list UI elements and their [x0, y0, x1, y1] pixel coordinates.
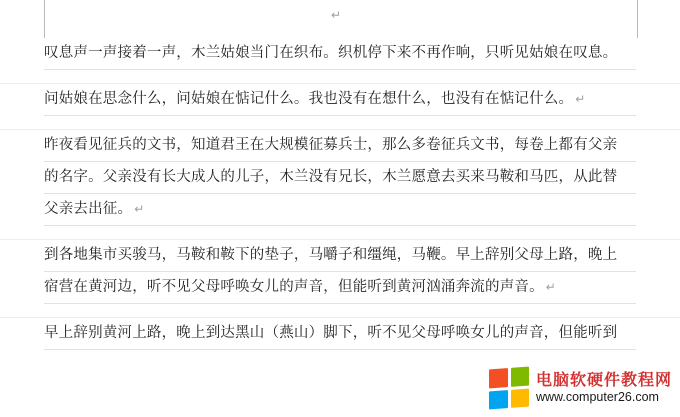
- page-top-margin: [0, 0, 680, 38]
- paragraph-mark: ↵: [331, 8, 342, 22]
- paragraph-mark: ↵: [575, 92, 586, 106]
- left-margin-marker: [44, 0, 45, 38]
- line-text: 的名字。父亲没有长大成人的儿子，木兰没有兄长，木兰愿意去买来马鞍和马匹，从此替: [44, 169, 618, 185]
- paragraph-1[interactable]: [0, 38, 680, 70]
- paragraph-2[interactable]: [0, 84, 680, 116]
- paragraph-gap: [0, 226, 680, 240]
- paragraph-mark: ↵: [545, 280, 557, 294]
- line-text: 早上辞别黄河上路，晚上到达黑山（燕山）脚下，听不见父母呼唤女儿的声音，但能听到: [44, 325, 618, 341]
- line-text: 到各地集市买骏马，马鞍和鞍下的垫子，马嚼子和缰绳，马鞭。早上辞别父母上路，晚上: [44, 247, 618, 263]
- site-watermark: [476, 365, 672, 411]
- text-line: [44, 240, 636, 272]
- paragraph-4[interactable]: [0, 240, 680, 304]
- line-text: 问姑娘在思念什么，问姑娘在惦记什么。我也没有在想什么，也没有在惦记什么。: [44, 91, 574, 107]
- paragraph-mark: ↵: [134, 202, 145, 216]
- line-text: 父亲去出征。: [44, 201, 133, 217]
- text-line: [44, 38, 636, 70]
- text-line: [44, 194, 636, 226]
- watermark-title: 电脑软硬件教程网: [535, 369, 672, 389]
- watermark-url: www.computer26.com: [535, 390, 659, 405]
- line-text: 宿营在黄河边，听不见父母呼唤女儿的声音，但能听到黄河汹涌奔流的声音。: [44, 279, 544, 295]
- text-line: [44, 318, 636, 350]
- right-margin-marker: [637, 0, 638, 38]
- paragraph-3[interactable]: [0, 130, 680, 226]
- text-line: [44, 162, 636, 194]
- text-line: [44, 272, 636, 304]
- document-body[interactable]: [0, 38, 680, 350]
- paragraph-gap: [0, 70, 680, 84]
- paragraph-5[interactable]: [0, 318, 680, 350]
- text-line: [44, 84, 636, 116]
- line-text: 叹息声一声接着一声，木兰姑娘当门在织布。织机停下来不再作响，只听见姑娘在叹息。: [44, 45, 618, 61]
- text-line: [44, 130, 636, 162]
- line-text: 昨夜看见征兵的文书，知道君王在大规模征募兵士，那么多卷征兵文书，每卷上都有父亲: [44, 137, 618, 153]
- watermark-text: [536, 371, 672, 405]
- windows-flag-icon: [489, 367, 529, 410]
- paragraph-gap: [0, 304, 680, 318]
- paragraph-gap: [0, 116, 680, 130]
